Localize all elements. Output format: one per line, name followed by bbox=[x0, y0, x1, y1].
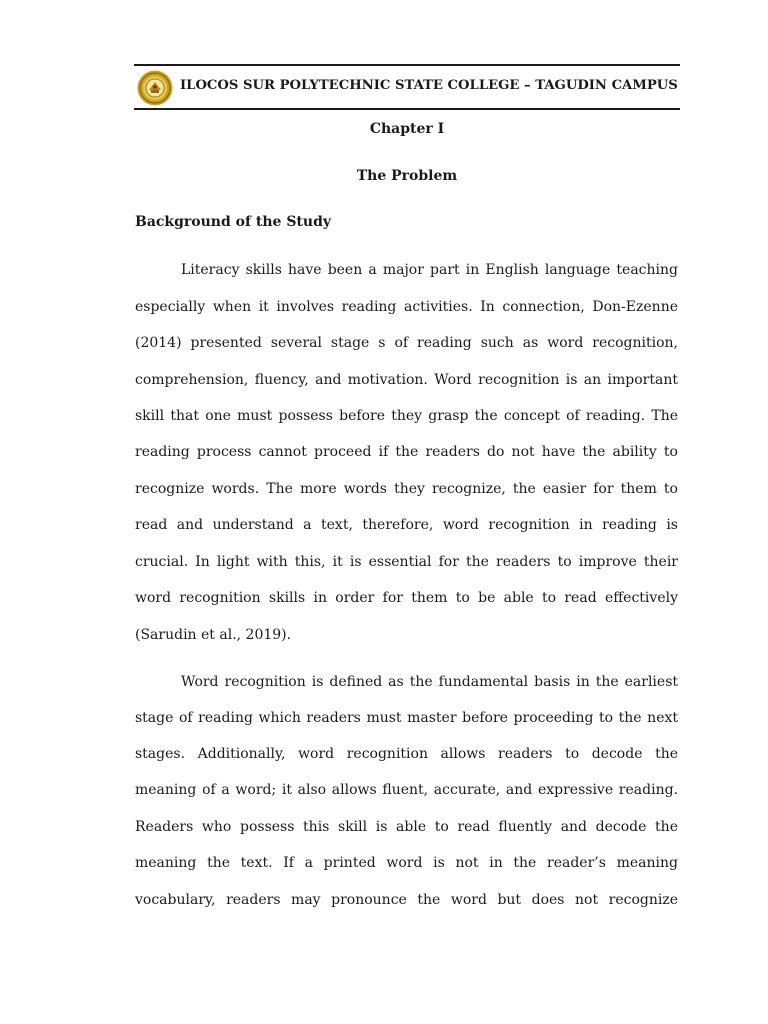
institution-name: ILOCOS SUR POLYTECHNIC STATE COLLEGE – TAGUDIN CAMPUS bbox=[180, 78, 678, 93]
paragraph-line: crucial. In light with this, it is essential for the readers to improve their bbox=[135, 554, 678, 570]
paragraph-line: stage of reading which readers must master before proceeding to the next bbox=[135, 710, 678, 726]
paragraph-line: comprehension, fluency, and motivation. Word recognition is an important bbox=[135, 372, 678, 388]
paragraph-line: (Sarudin et al., 2019). bbox=[135, 627, 292, 643]
paragraph-line: (2014) presented several stage s of reading such as word recognition, bbox=[135, 335, 678, 351]
chapter-number: Chapter I bbox=[369, 121, 445, 137]
section-heading: Background of the Study bbox=[135, 214, 331, 230]
paragraph-line: word recognition skills in order for them to be able to read effectively bbox=[135, 590, 678, 606]
paragraph-line: skill that one must possess before they grasp the concept of reading. The bbox=[135, 408, 678, 424]
paragraph-line: especially when it involves reading activities. In connection, Don-Ezenne bbox=[135, 299, 678, 315]
chapter-title: The Problem bbox=[356, 168, 458, 184]
paragraph-line: Readers who possess this skill is able to read fluently and decode the bbox=[135, 819, 678, 835]
paragraph-line: vocabulary, readers may pronounce the word but does not recognize bbox=[135, 892, 678, 908]
paragraph-line: meaning of a word; it also allows fluent, accurate, and expressive reading. bbox=[135, 782, 678, 798]
paragraph-line: meaning the text. If a printed word is not in the reader’s meaning bbox=[135, 855, 678, 871]
paragraph-line: read and understand a text, therefore, word recognition in reading is bbox=[135, 517, 678, 533]
college-seal-icon bbox=[137, 70, 173, 106]
page-header bbox=[134, 64, 680, 110]
paragraph-line: stages. Additionally, word recognition allows readers to decode the bbox=[135, 746, 678, 762]
paragraph-line: reading process cannot proceed if the readers do not have the ability to bbox=[135, 444, 678, 460]
paragraph-line: Word recognition is defined as the fundamental basis in the earliest bbox=[181, 674, 678, 690]
paragraph-line: recognize words. The more words they recognize, the easier for them to bbox=[135, 481, 678, 497]
paragraph-line: Literacy skills have been a major part in English language teaching bbox=[181, 262, 678, 278]
